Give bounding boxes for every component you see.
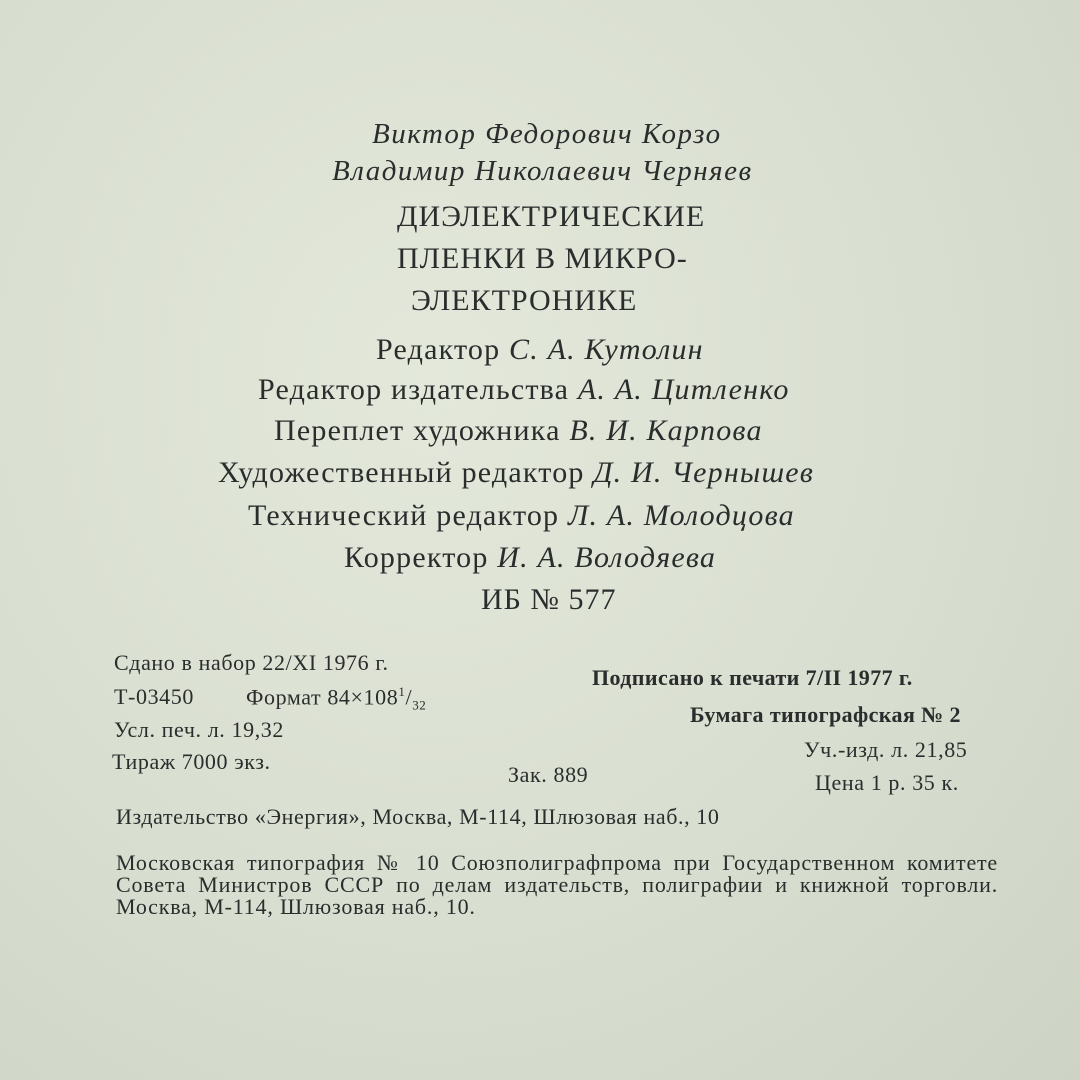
format-sub: 32 bbox=[412, 697, 427, 713]
format-value: 108 bbox=[363, 684, 399, 710]
title-line-1: ДИЭЛЕКТРИЧЕСКИЕ bbox=[397, 200, 706, 233]
credit-person: В. И. Карпова bbox=[569, 414, 763, 447]
credit-role: Редактор издательства bbox=[258, 373, 570, 406]
author-1: Виктор Федорович Корзо bbox=[372, 118, 722, 150]
format-label: Формат 84 bbox=[246, 684, 351, 710]
author-2: Владимир Николаевич Черняев bbox=[332, 155, 753, 187]
title-line-2: ПЛЕНКИ В МИКРО- bbox=[397, 242, 688, 275]
paper-type: Бумага типографская № 2 bbox=[690, 702, 961, 727]
credit-role: Переплет художника bbox=[274, 414, 561, 447]
credit-person: А. А. Цитленко bbox=[577, 373, 790, 406]
credit-person: Л. А. Молодцова bbox=[567, 499, 795, 532]
credit-person: С. А. Кутолин bbox=[509, 333, 704, 366]
credit-binding-artist bbox=[274, 414, 763, 448]
sent-to-set: Сдано в набор 22/XI 1976 г. bbox=[114, 650, 389, 675]
credit-person: И. А. Володяева bbox=[497, 541, 717, 574]
order-number: Зак. 889 bbox=[508, 762, 589, 787]
publisher-sheets: Уч.-изд. л. 21,85 bbox=[804, 737, 968, 762]
credit-role: Редактор bbox=[376, 333, 501, 366]
format-times: × bbox=[350, 684, 364, 710]
credit-tech-editor bbox=[248, 499, 795, 533]
format-sup: 1 bbox=[398, 684, 406, 699]
credit-proofreader bbox=[344, 541, 716, 575]
price: Цена 1 р. 35 к. bbox=[815, 770, 959, 795]
credit-publishing-editor bbox=[258, 373, 790, 407]
publisher-address: Издательство «Энергия», Москва, М-114, Шлюзовая наб., 10 bbox=[116, 804, 720, 829]
printer-info: Московская типография № 10 Союзполиграфпрома при Государственном комитете Совета Министров СССР по делам издательств, полиграфии и книжной торговли. Москва, М-114, Шлюзовая наб., 10. bbox=[116, 850, 998, 919]
ib-number: ИБ № 577 bbox=[481, 583, 617, 616]
format-slash: / bbox=[405, 684, 413, 710]
credit-role: Корректор bbox=[344, 541, 489, 574]
credit-role: Технический редактор bbox=[248, 499, 560, 532]
credit-art-editor bbox=[218, 456, 814, 490]
credit-role: Художественный редактор bbox=[218, 456, 585, 489]
format bbox=[246, 684, 426, 714]
order-code: Т-03450 bbox=[114, 684, 194, 709]
credit-editor bbox=[376, 333, 704, 367]
print-run: Тираж 7000 экз. bbox=[112, 749, 271, 774]
title-line-3: ЭЛЕКТРОНИКЕ bbox=[411, 284, 638, 317]
credit-person: Д. И. Чернышев bbox=[593, 456, 815, 489]
signed-to-print: Подписано к печати 7/II 1977 г. bbox=[592, 665, 913, 690]
print-sheets: Усл. печ. л. 19,32 bbox=[114, 717, 285, 742]
